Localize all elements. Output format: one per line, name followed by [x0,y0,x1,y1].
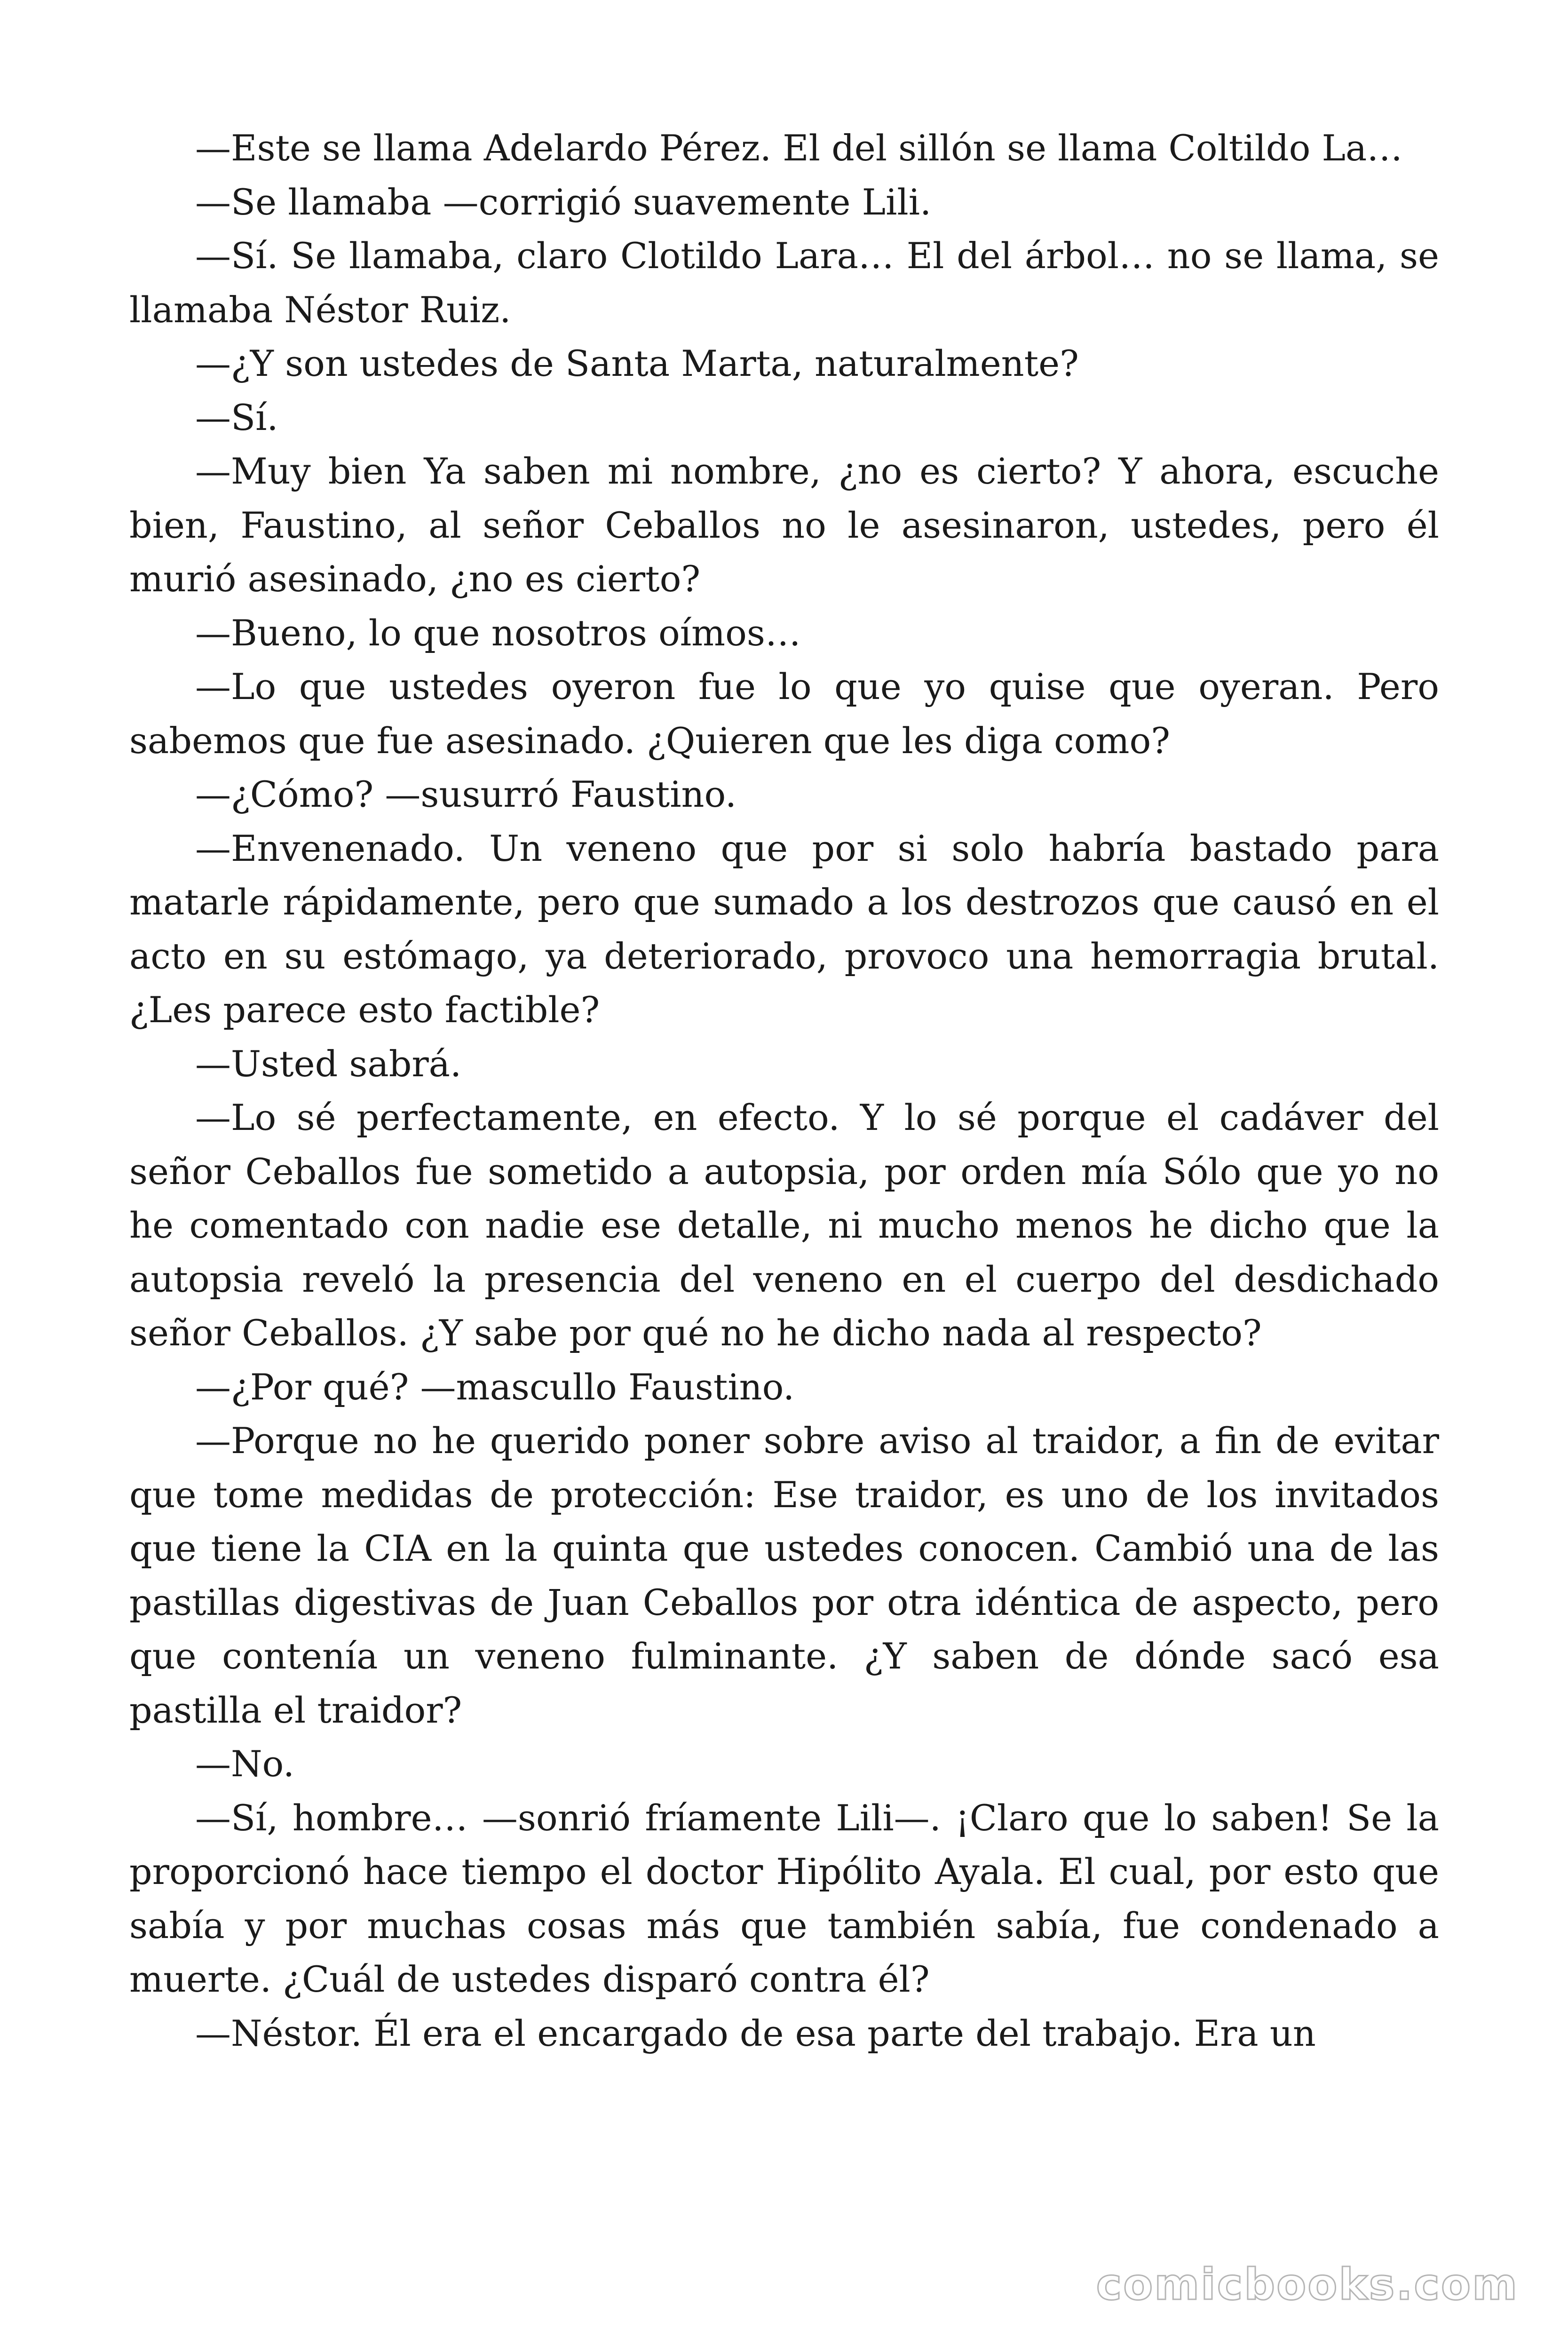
paragraph: —Lo que ustedes oyeron fue lo que yo quise que oyeran. Pero sabemos que fue asesinado. ¿Quieren que les diga como? [129,666,1439,762]
paragraph: —Porque no he querido poner sobre aviso al traidor, a fin de evitar que tome medidas de protección: Ese traidor, es uno de los invitados que tiene la CIA en la quinta que ustedes conocen. Cambió una de las pastillas digestivas de Juan Ceballos por otra idéntica de aspecto, pero que contenía un veneno fulminante. ¿Y saben de dónde sacó esa pastilla el traidor? [129,1420,1439,1731]
paragraph: —¿Por qué? —mascullo Faustino. [195,1366,795,1408]
paragraph: —No. [195,1743,295,1785]
paragraph: —Se llamaba —corrigió suavemente Lili. [195,181,932,223]
paragraph: —Néstor. Él era el encargado de esa parte del trabajo. Era un [195,2012,1316,2054]
page-body-text [129,121,1439,2060]
paragraph: —¿Cómo? —susurró Faustino. [195,773,737,815]
paragraph: —Lo sé perfectamente, en efecto. Y lo sé porque el cadáver del señor Ceballos fue sometido a autopsia, por orden mía Sólo que yo no he comentado con nadie ese detalle, ni mucho menos he dicho que la autopsia reveló la presencia del veneno en el cuerpo del desdichado señor Ceballos. ¿Y sabe por qué no he dicho nada al respecto? [129,1097,1439,1354]
paragraph: —Sí, hombre… —sonrió fríamente Lili—. ¡Claro que lo saben! Se la proporcionó hace tiempo el doctor Hipólito Ayala. El cual, por esto que sabía y por muchas cosas más que también sabía, fue condenado a muerte. ¿Cuál de ustedes disparó contra él? [129,1796,1439,2000]
paragraph: —Usted sabrá. [195,1042,462,1085]
watermark-logo: comicbooks.com [1096,2259,1519,2310]
paragraph: —Envenenado. Un veneno que por si solo habría bastado para matarle rápidamente, pero que sumado a los destrozos que causó en el acto en su estómago, ya deteriorado, provoco una hemorragia brutal. ¿Les parece esto factible? [129,827,1439,1031]
paragraph: —Este se llama Adelardo Pérez. El del sillón se llama Coltildo La… [195,127,1403,169]
paragraph: —Muy bien Ya saben mi nombre, ¿no es cierto? Y ahora, escuche bien, Faustino, al señor Ceballos no le asesinaron, ustedes, pero él murió asesinado, ¿no es cierto? [129,450,1439,600]
paragraph: —¿Y son ustedes de Santa Marta, naturalmente? [195,342,1079,384]
paragraph: —Sí. [195,396,278,438]
paragraph: —Sí. Se llamaba, claro Clotildo Lara… El del árbol… no se llama, se llamaba Néstor Ruiz. [129,235,1439,331]
paragraph: —Bueno, lo que nosotros oímos… [195,612,801,654]
